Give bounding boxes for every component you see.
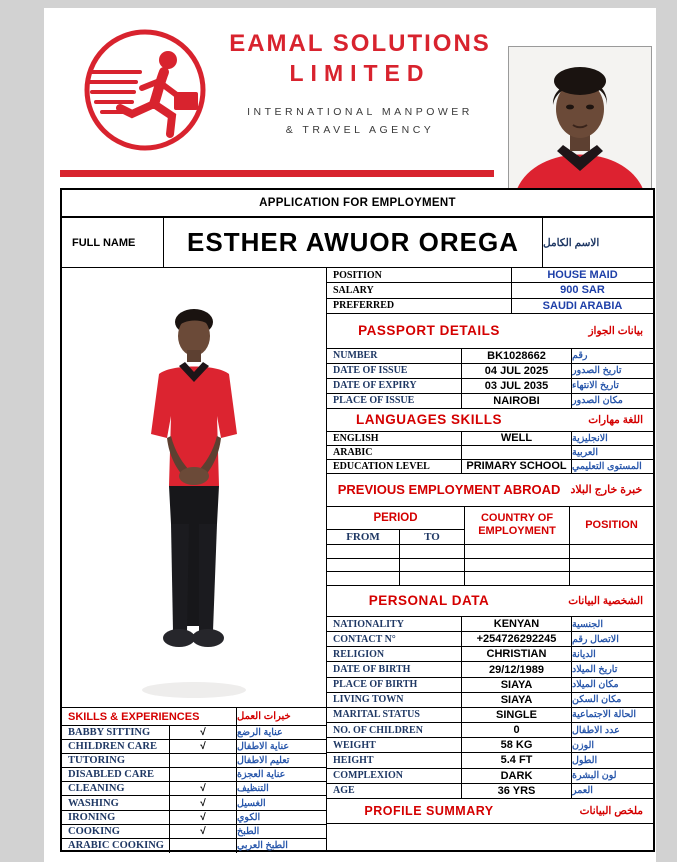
personal-label-arabic: الاتصال رقم — [572, 633, 619, 645]
personal-row — [327, 678, 653, 693]
skill-label-arabic: عناية الرضع — [237, 727, 283, 739]
language-row — [327, 446, 653, 460]
skill-row — [62, 839, 326, 853]
passport-row — [327, 364, 653, 379]
skill-label-arabic: الطبخ — [237, 825, 260, 837]
skill-row — [62, 726, 326, 740]
language-label: ENGLISH — [327, 432, 462, 445]
employment-row-empty — [327, 559, 653, 573]
passport-label-arabic: تاريخ الصدور — [572, 365, 622, 377]
skill-label-arabic: الكوي — [237, 811, 261, 823]
skill-label: DISABLED CARE — [62, 768, 170, 781]
job-value: 900 SAR — [560, 284, 605, 297]
personal-label: RELIGION — [327, 647, 462, 661]
full-name-label-arabic: الاسم الكامل — [543, 236, 600, 249]
skill-label: WASHING — [62, 796, 170, 809]
passport-row — [327, 349, 653, 364]
job-row — [327, 299, 653, 314]
left-column — [62, 268, 327, 852]
language-label-arabic: الانجليزية — [572, 432, 608, 444]
skill-label: COOKING — [62, 825, 170, 838]
skill-row — [62, 768, 326, 782]
skill-row — [62, 825, 326, 839]
form-title: APPLICATION FOR EMPLOYMENT — [62, 190, 653, 218]
skills-header — [62, 708, 326, 726]
skill-label: IRONING — [62, 811, 170, 824]
passport-row — [327, 379, 653, 394]
skill-label-arabic: الطبخ العربي — [237, 840, 288, 852]
languages-section-header — [327, 409, 653, 432]
skill-label-arabic: الغسيل — [237, 797, 266, 809]
personal-value: SIAYA — [462, 693, 572, 707]
job-row — [327, 268, 653, 283]
language-row — [327, 432, 653, 446]
passport-label: NUMBER — [327, 349, 462, 363]
personal-row — [327, 784, 653, 799]
from-header: FROM — [327, 530, 400, 544]
language-row — [327, 460, 653, 474]
personal-label-arabic: الوزن — [572, 739, 595, 751]
personal-value: 36 YRS — [462, 784, 572, 798]
language-label: ARABIC — [327, 446, 462, 459]
full-name-label: FULL NAME — [62, 218, 164, 267]
personal-label: DATE OF BIRTH — [327, 662, 462, 676]
personal-value: SINGLE — [462, 708, 572, 722]
personal-row — [327, 662, 653, 677]
skill-label: ARABIC COOKING — [62, 839, 170, 853]
skill-check: √ — [170, 825, 237, 838]
tagline-line1: INTERNATIONAL MANPOWER — [247, 106, 473, 118]
skill-label-arabic: التنظيف — [237, 783, 269, 795]
personal-label: NO. OF CHILDREN — [327, 723, 462, 737]
job-label: PREFERRED — [327, 299, 512, 313]
passport-value: BK1028662 — [462, 349, 572, 363]
company-name-line1: EAMAL SOLUTIONS — [229, 30, 491, 57]
personal-label: AGE — [327, 784, 462, 798]
language-label-arabic: المستوى التعليمي — [572, 460, 642, 472]
skill-check — [170, 754, 237, 767]
skill-label: CLEANING — [62, 782, 170, 795]
skill-label-arabic: عناية العجزة — [237, 769, 286, 781]
profile-summary-title: PROFILE SUMMARY — [364, 803, 494, 818]
personal-value: DARK — [462, 769, 572, 783]
passport-value: 03 JUL 2035 — [462, 379, 572, 393]
skill-row — [62, 740, 326, 754]
passport-label-arabic: رقم — [572, 350, 588, 362]
language-value — [462, 446, 572, 459]
personal-row — [327, 693, 653, 708]
job-value: SAUDI ARABIA — [542, 299, 623, 312]
country-header: COUNTRY OF EMPLOYMENT — [465, 507, 570, 544]
passport-label: DATE OF EXPIRY — [327, 379, 462, 393]
personal-row — [327, 708, 653, 723]
profile-summary-title-arabic: ملخص البيانات — [579, 804, 643, 817]
period-header: PERIOD — [327, 507, 464, 530]
job-value: HOUSE MAID — [547, 269, 618, 282]
personal-label: NATIONALITY — [327, 617, 462, 631]
personal-row — [327, 647, 653, 662]
employment-table-header — [327, 507, 653, 545]
personal-value: SIAYA — [462, 678, 572, 692]
applicant-portrait-photo — [508, 46, 652, 190]
personal-label: MARITAL STATUS — [327, 708, 462, 722]
personal-label-arabic: الديانة — [572, 648, 596, 660]
languages-title-arabic: اللغة مهارات — [588, 413, 643, 426]
personal-value: 58 KG — [462, 738, 572, 752]
skill-row — [62, 754, 326, 768]
to-header: TO — [424, 530, 440, 543]
personal-label: HEIGHT — [327, 753, 462, 767]
right-column — [327, 268, 653, 852]
personal-row — [327, 617, 653, 632]
full-name-value: ESTHER AWUOR OREGA — [164, 218, 543, 267]
personal-value: 5.4 FT — [462, 753, 572, 767]
passport-label-arabic: مكان الصدور — [572, 395, 623, 407]
skill-check: √ — [170, 782, 237, 795]
passport-section-header — [327, 314, 653, 349]
skill-check: √ — [170, 796, 237, 809]
passport-title-arabic: بيانات الجواز — [588, 324, 643, 337]
language-value: WELL — [462, 432, 572, 445]
passport-label: DATE OF ISSUE — [327, 364, 462, 378]
tagline-line2: & TRAVEL AGENCY — [285, 123, 435, 136]
full-name-row — [62, 218, 653, 268]
skill-row — [62, 782, 326, 796]
company-tagline — [212, 104, 508, 140]
skill-check — [170, 839, 237, 853]
company-name — [212, 30, 508, 89]
skill-row — [62, 811, 326, 825]
skill-label: TUTORING — [62, 754, 170, 767]
personal-label: LIVING TOWN — [327, 693, 462, 707]
skill-check: √ — [170, 726, 237, 739]
personal-label: CONTACT N° — [327, 632, 462, 646]
personal-title-arabic: الشخصية البيانات — [568, 594, 643, 607]
personal-label-arabic: عدد الاطفال — [572, 724, 620, 736]
personal-value: +254726292245 — [462, 632, 572, 646]
job-row — [327, 283, 653, 298]
document-page — [44, 8, 656, 862]
skill-label-arabic: عناية الاطفال — [237, 741, 290, 753]
employment-row-empty — [327, 572, 653, 586]
skill-check — [170, 768, 237, 781]
personal-value: 29/12/1989 — [462, 662, 572, 676]
personal-label-arabic: مكان السكن — [572, 694, 622, 706]
position-header: POSITION — [585, 518, 638, 531]
language-label-arabic: العربية — [572, 446, 598, 458]
passport-value: NAIROBI — [462, 394, 572, 408]
skill-check: √ — [170, 740, 237, 753]
employment-section-header — [327, 474, 653, 507]
profile-summary-content — [327, 824, 653, 852]
personal-label: PLACE OF BIRTH — [327, 678, 462, 692]
company-logo-icon — [78, 22, 212, 162]
passport-value: 04 JUL 2025 — [462, 364, 572, 378]
languages-title: LANGUAGES SKILLS — [355, 412, 502, 428]
personal-label: WEIGHT — [327, 738, 462, 752]
personal-value: KENYAN — [462, 617, 572, 631]
job-label: POSITION — [327, 268, 512, 282]
personal-label-arabic: تاريخ الميلاد — [572, 664, 618, 675]
employment-title: PREVIOUS EMPLOYMENT ABROAD — [337, 482, 561, 498]
passport-title: PASSPORT DETAILS — [358, 323, 500, 339]
passport-row — [327, 394, 653, 409]
personal-row — [327, 723, 653, 738]
application-form — [60, 188, 655, 852]
personal-label-arabic: الحالة الاجتماعية — [572, 709, 636, 721]
skill-label: BABBY SITTING — [62, 726, 170, 739]
employment-row-empty — [327, 545, 653, 559]
skills-table — [62, 707, 326, 852]
personal-row — [327, 738, 653, 753]
employment-title-arabic: خبرة خارج البلاد — [570, 484, 643, 497]
passport-label: PLACE OF ISSUE — [327, 394, 462, 408]
job-label: SALARY — [327, 283, 512, 297]
skills-title-arabic: خبرات العمل — [237, 711, 291, 722]
personal-row — [327, 753, 653, 768]
personal-label-arabic: مكان الميلاد — [572, 679, 619, 691]
personal-label-arabic: العمر — [572, 785, 593, 797]
company-name-line2: LIMITED — [289, 59, 431, 86]
personal-value: 0 — [462, 723, 572, 737]
passport-label-arabic: تاريخ الانتهاء — [572, 380, 619, 392]
personal-value: CHRISTIAN — [462, 647, 572, 661]
skill-row — [62, 796, 326, 810]
language-value: PRIMARY SCHOOL — [462, 460, 572, 473]
profile-summary-header — [327, 799, 653, 824]
personal-label: COMPLEXION — [327, 769, 462, 783]
personal-title: PERSONAL DATA — [368, 593, 490, 609]
applicant-full-body-photo — [109, 286, 279, 711]
personal-row — [327, 632, 653, 647]
header-divider — [60, 170, 494, 177]
skill-label-arabic: تعليم الاطفال — [237, 755, 290, 767]
skill-check: √ — [170, 811, 237, 824]
personal-label-arabic: الطول — [572, 754, 598, 766]
language-label: EDUCATION LEVEL — [327, 460, 462, 473]
personal-row — [327, 769, 653, 784]
personal-label-arabic: لون البشرة — [572, 770, 617, 782]
skill-label: CHILDREN CARE — [62, 740, 170, 753]
personal-label-arabic: الجنسية — [572, 618, 603, 630]
personal-section-header — [327, 586, 653, 617]
skills-title: SKILLS & EXPERIENCES — [62, 708, 237, 725]
